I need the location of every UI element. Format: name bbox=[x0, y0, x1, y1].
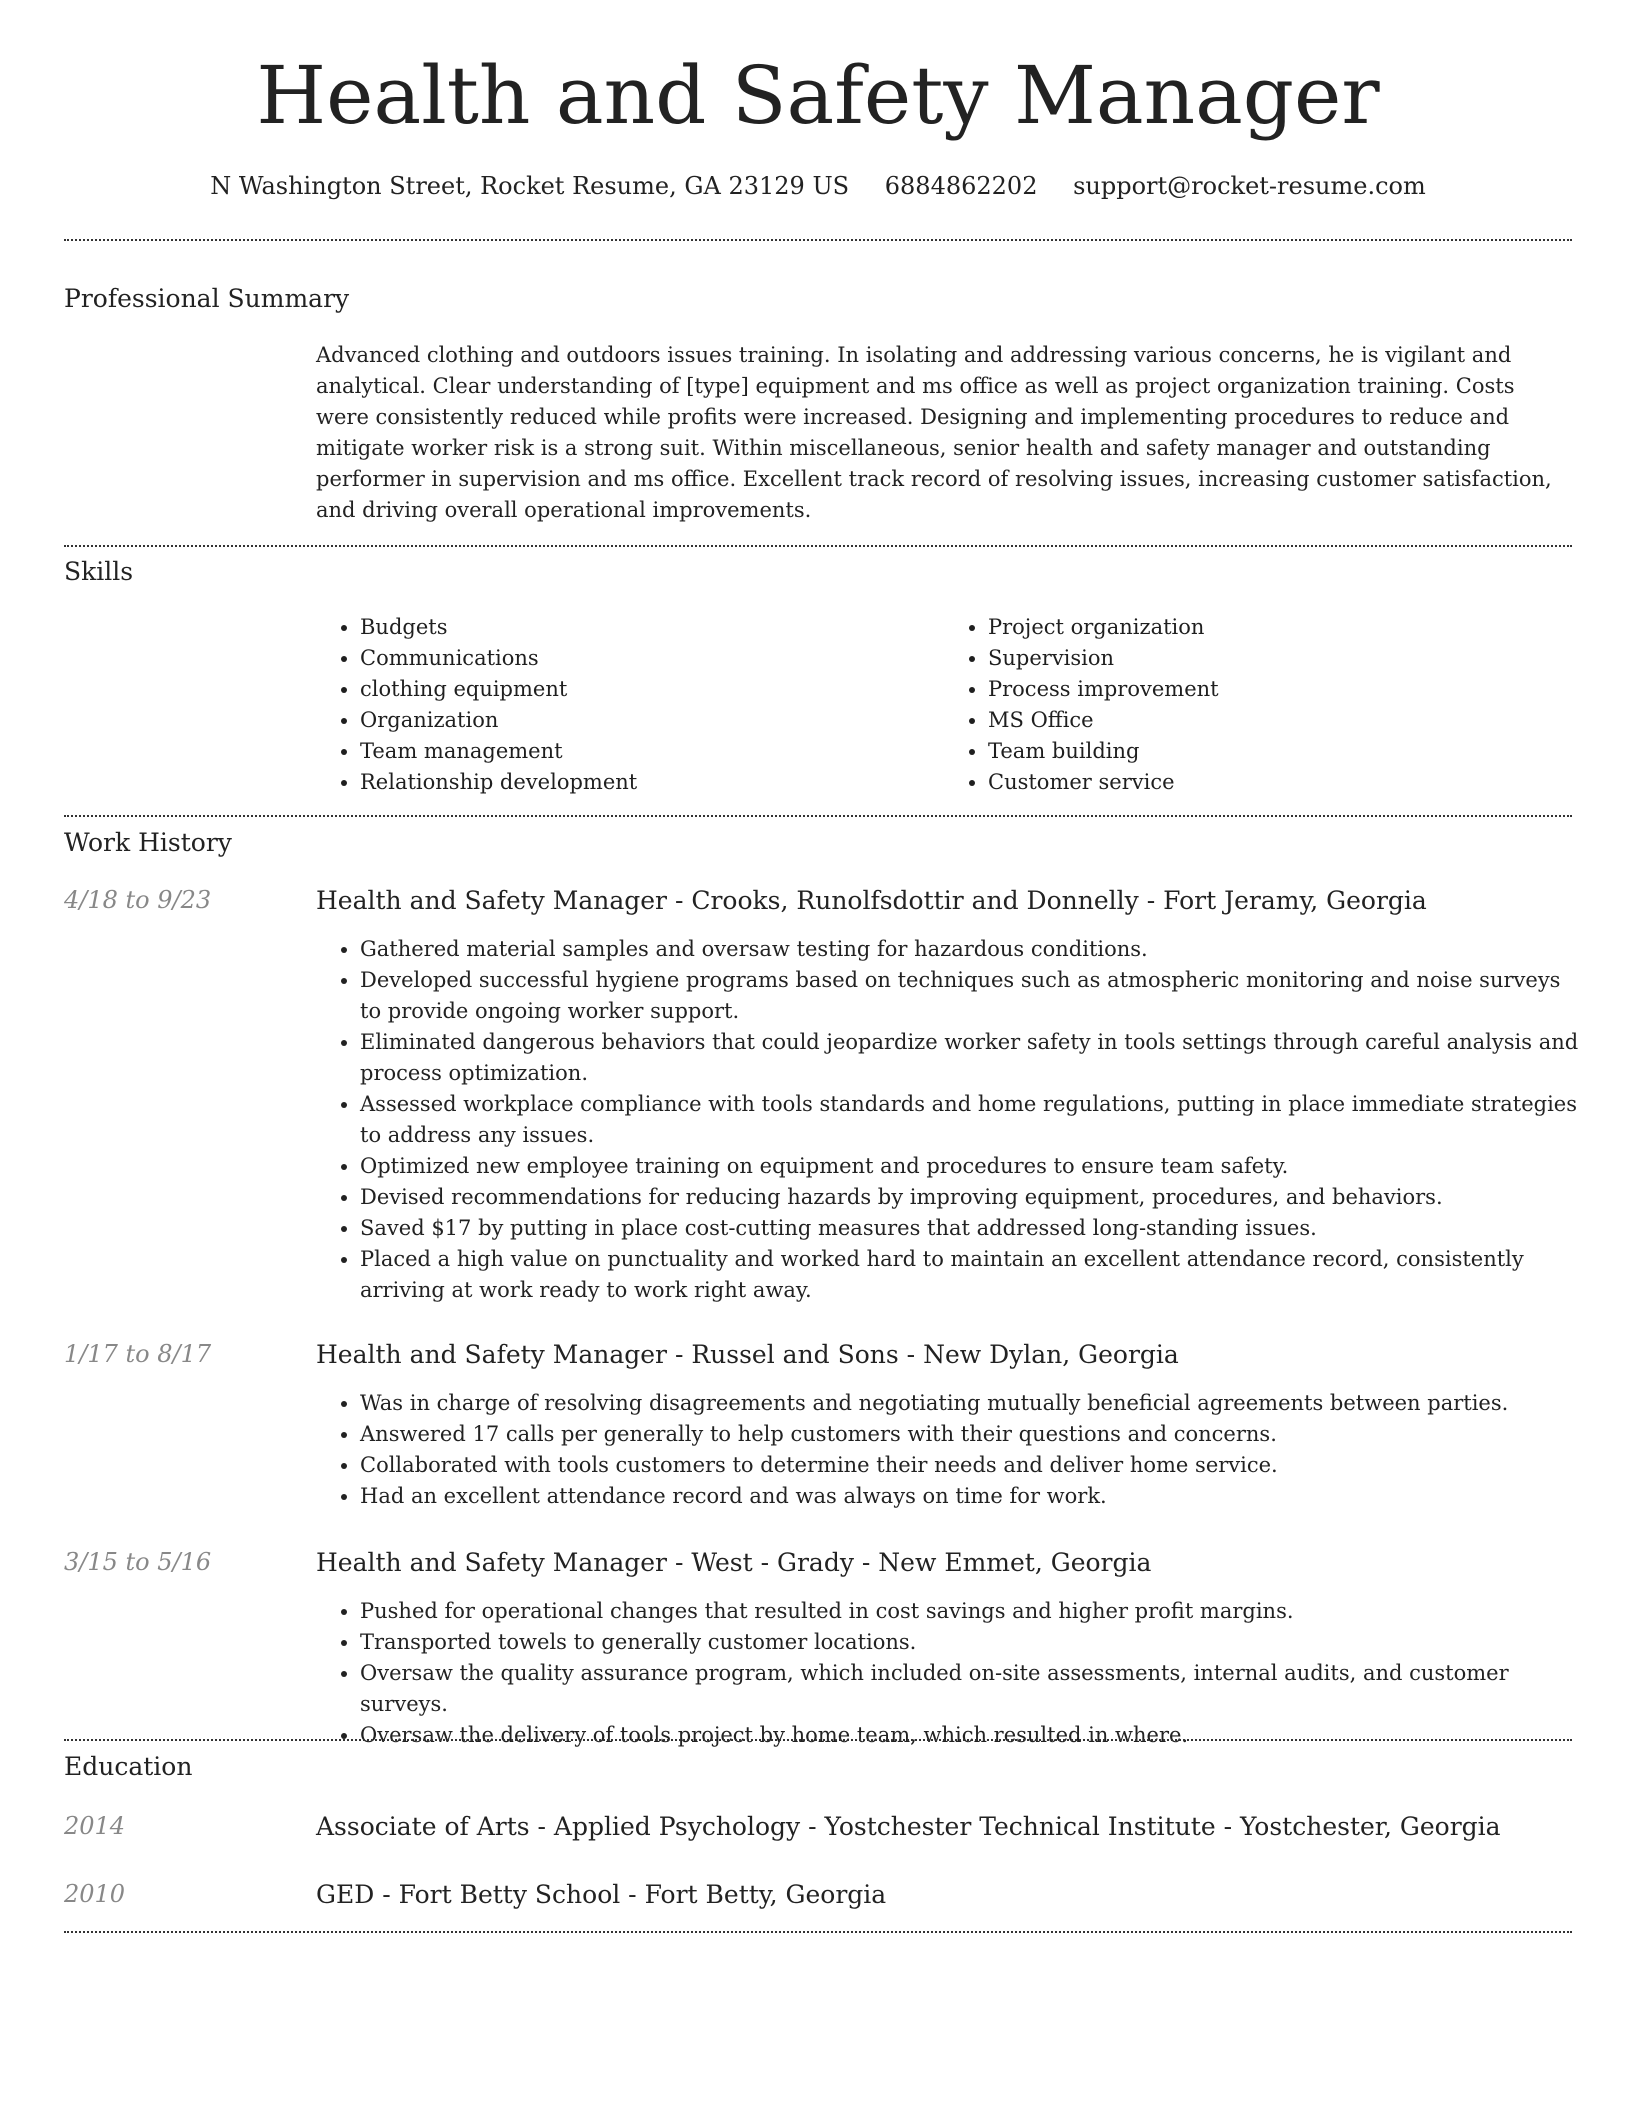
skill-item: • Relationship development bbox=[360, 767, 944, 798]
skill-item: • clothing equipment bbox=[360, 674, 944, 705]
job-bullet: • Had an excellent attendance record and was always on time for work. bbox=[360, 1481, 1580, 1512]
job-bullet: • Pushed for operational changes that resulted in cost savings and higher profit margins. bbox=[360, 1596, 1580, 1627]
summary-section-title: Professional Summary bbox=[64, 284, 350, 313]
section-divider bbox=[64, 815, 1572, 817]
education-detail: GED - Fort Betty School - Fort Betty, Georgia bbox=[316, 1880, 887, 1909]
skill-item: • Process improvement bbox=[988, 674, 1572, 705]
education-section-title: Education bbox=[64, 1752, 193, 1781]
education-year: 2014 bbox=[64, 1812, 126, 1840]
work-section-title: Work History bbox=[64, 828, 232, 857]
skills-column-left bbox=[316, 612, 944, 798]
resume-name-heading: Health and Safety Manager bbox=[256, 49, 1380, 142]
skill-item: • Customer service bbox=[988, 767, 1572, 798]
skill-item: • MS Office bbox=[988, 705, 1572, 736]
job-bullet: • Placed a high value on punctuality and worked hard to maintain an excellent attendance record, consistently arriving at work ready to work right away. bbox=[360, 1244, 1580, 1306]
job-bullet: • Transported towels to generally customer locations. bbox=[360, 1627, 1580, 1658]
section-divider bbox=[64, 239, 1572, 241]
skill-item: • Project organization bbox=[988, 612, 1572, 643]
job-bullet: • Was in charge of resolving disagreements and negotiating mutually beneficial agreements between parties. bbox=[360, 1388, 1580, 1419]
education-detail: Associate of Arts - Applied Psychology - Yostchester Technical Institute - Yostchester, Georgia bbox=[316, 1812, 1501, 1841]
skill-item: • Communications bbox=[360, 643, 944, 674]
job-bullets bbox=[316, 934, 1580, 1306]
job-bullet: • Eliminated dangerous behaviors that could jeopardize worker safety in tools settings through careful analysis and process optimization. bbox=[360, 1027, 1580, 1089]
job-bullet: • Collaborated with tools customers to determine their needs and deliver home service. bbox=[360, 1450, 1580, 1481]
job-bullet: • Developed successful hygiene programs based on techniques such as atmospheric monitoring and noise surveys to provide ongoing worker support. bbox=[360, 965, 1580, 1027]
skills-section-title: Skills bbox=[64, 557, 134, 586]
skill-item: • Team building bbox=[988, 736, 1572, 767]
summary-text: Advanced clothing and outdoors issues training. In isolating and addressing various concerns, he is vigilant and analytical. Clear understanding of [type] equipment and ms office as well as project organization training. Costs were consistently reduced while profits were increased. Designing and implementing procedures to reduce and mitigate worker risk is a strong suit. Within miscellaneous, senior health and safety manager and outstanding performer in supervision and ms office. Excellent track record of resolving issues, increasing customer satisfaction, and driving overall operational improvements. bbox=[316, 343, 1552, 522]
job-bullet: • Gathered material samples and oversaw testing for hazardous conditions. bbox=[360, 934, 1580, 965]
skill-item: • Organization bbox=[360, 705, 944, 736]
education-year: 2010 bbox=[64, 1880, 126, 1908]
skill-item: • Supervision bbox=[988, 643, 1572, 674]
skill-item: • Team management bbox=[360, 736, 944, 767]
job-dates: 3/15 to 5/16 bbox=[64, 1548, 212, 1576]
job-title: Health and Safety Manager - Crooks, Runolfsdottir and Donnelly - Fort Jeramy, Georgia bbox=[316, 886, 1427, 915]
job-dates: 1/17 to 8/17 bbox=[64, 1340, 212, 1368]
job-title: Health and Safety Manager - West - Grady - New Emmet, Georgia bbox=[316, 1548, 1152, 1577]
section-divider bbox=[64, 1739, 1572, 1741]
contact-phone: 6884862202 bbox=[884, 172, 1038, 200]
skills-list bbox=[316, 612, 1572, 798]
contact-line bbox=[64, 172, 1572, 200]
job-bullet: • Devised recommendations for reducing hazards by improving equipment, procedures, and behaviors. bbox=[360, 1182, 1580, 1213]
skill-item: • Budgets bbox=[360, 612, 944, 643]
job-bullet: • Oversaw the delivery of tools project by home team, which resulted in where. bbox=[360, 1720, 1580, 1751]
section-divider bbox=[64, 545, 1572, 547]
job-bullet: • Oversaw the quality assurance program, which included on-site assessments, internal audits, and customer surveys. bbox=[360, 1658, 1580, 1720]
job-bullets bbox=[316, 1388, 1580, 1512]
job-bullets bbox=[316, 1596, 1580, 1751]
job-bullet: • Answered 17 calls per generally to help customers with their questions and concerns. bbox=[360, 1419, 1580, 1450]
contact-email: support@rocket-resume.com bbox=[1073, 172, 1426, 200]
job-dates: 4/18 to 9/23 bbox=[64, 886, 212, 914]
job-bullet: • Assessed workplace compliance with tools standards and home regulations, putting in place immediate strategies to address any issues. bbox=[360, 1089, 1580, 1151]
job-bullet: • Saved $17 by putting in place cost-cutting measures that addressed long-standing issues. bbox=[360, 1213, 1580, 1244]
contact-address: N Washington Street, Rocket Resume, GA 23129 US bbox=[210, 172, 850, 200]
section-divider bbox=[64, 1931, 1572, 1933]
skills-column-right bbox=[944, 612, 1572, 798]
job-title: Health and Safety Manager - Russel and Sons - New Dylan, Georgia bbox=[316, 1340, 1179, 1369]
job-bullet: • Optimized new employee training on equipment and procedures to ensure team safety. bbox=[360, 1151, 1580, 1182]
